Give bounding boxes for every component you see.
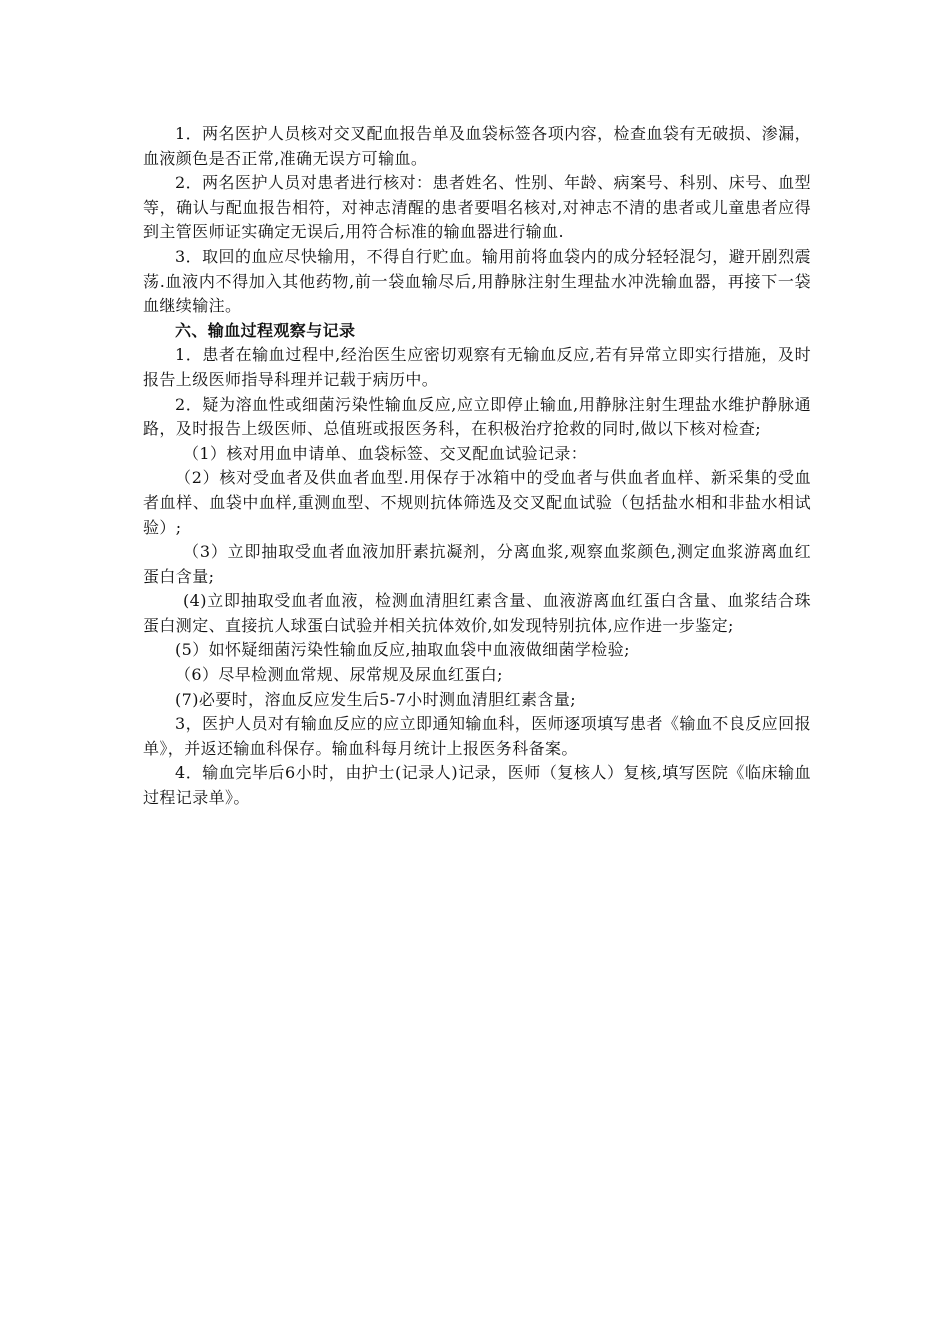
item-observation: 1．患者在输血过程中,经治医生应密切观察有无输血反应,若有异常立即实行措施，及时报告上级医师指导科理并记载于病历中。 [143,345,811,389]
item-record: 4．输血完毕后6小时，由护士(记录人)记录，医师（复核人）复核,填写医院《临床输血过程记录单》。 [143,763,811,808]
item-adverse-report: 3，医护人员对有输血反应的应立即通知输血科，医师逐项填写患者《输血不良反应回报单》，并返还输血科保存。输血科每月统计上报医务科备案。 [143,714,811,758]
paragraph-blood-check: 1．两名医护人员核对交叉配血报告单及血袋标签各项内容，检查血袋有无破损、渗漏，血液颜色是否正常,准确无误方可输血。 [143,124,811,168]
subitem-4: (4)立即抽取受血者血液，检测血清胆红素含量、血液游离血红蛋白含量、血浆结合珠蛋白测定、直接抗人球蛋白试验并相关抗体效价,如发现特别抗体,应作进一步鉴定; [143,591,811,635]
subitem-5: (5）如怀疑细菌污染性输血反应,抽取血袋中血液做细菌学检验; [175,640,630,660]
paragraph-patient-check: 2．两名医护人员对患者进行核对：患者姓名、性别、年龄、病案号、科别、床号、血型等，确认与配血报告相符，对神志清醒的患者要唱名核对,对神志不清的患者或儿童患者应得到主管医师证实确定无误后,用符合标准的输血器进行输血. [143,173,811,242]
section-heading: 六、输血过程观察与记录 [175,320,356,340]
subitem-7: (7)必要时，溶血反应发生后5-7小时测血清胆红素含量; [175,689,577,709]
subitem-2: （2）核对受血者及供血者血型.用保存于冰箱中的受血者与供血者血样、新采集的受血者血样、血袋中血样,重测血型、不规则抗体筛选及交叉配血试验（包括盐水相和非盐水相试验）; [143,468,811,537]
subitem-6: （6）尽早检测血常规、尿常规及尿血红蛋白; [175,665,503,685]
subitem-3: （3）立即抽取受血者血液加肝素抗凝剂，分离血浆,观察血浆颜色,测定血浆游离血红蛋白含量; [143,542,811,586]
document-body [143,122,811,811]
item-hemolytic-reaction: 2．疑为溶血性或细菌污染性输血反应,应立即停止输血,用静脉注射生理盐水维护静脉通路，及时报告上级医师、总值班或报医务科，在积极治疗抢救的同时,做以下核对检查; [143,394,811,439]
subitem-1: （1）核对用血申请单、血袋标签、交叉配血试验记录： [183,443,588,463]
paragraph-transfusion-use: 3．取回的血应尽快输用，不得自行贮血。输用前将血袋内的成分轻轻混匀，避开剧烈震荡.血液内不得加入其他药物,前一袋血输尽后,用静脉注射生理盐水冲洗输血器，再接下一袋血继续输注。 [143,246,811,316]
